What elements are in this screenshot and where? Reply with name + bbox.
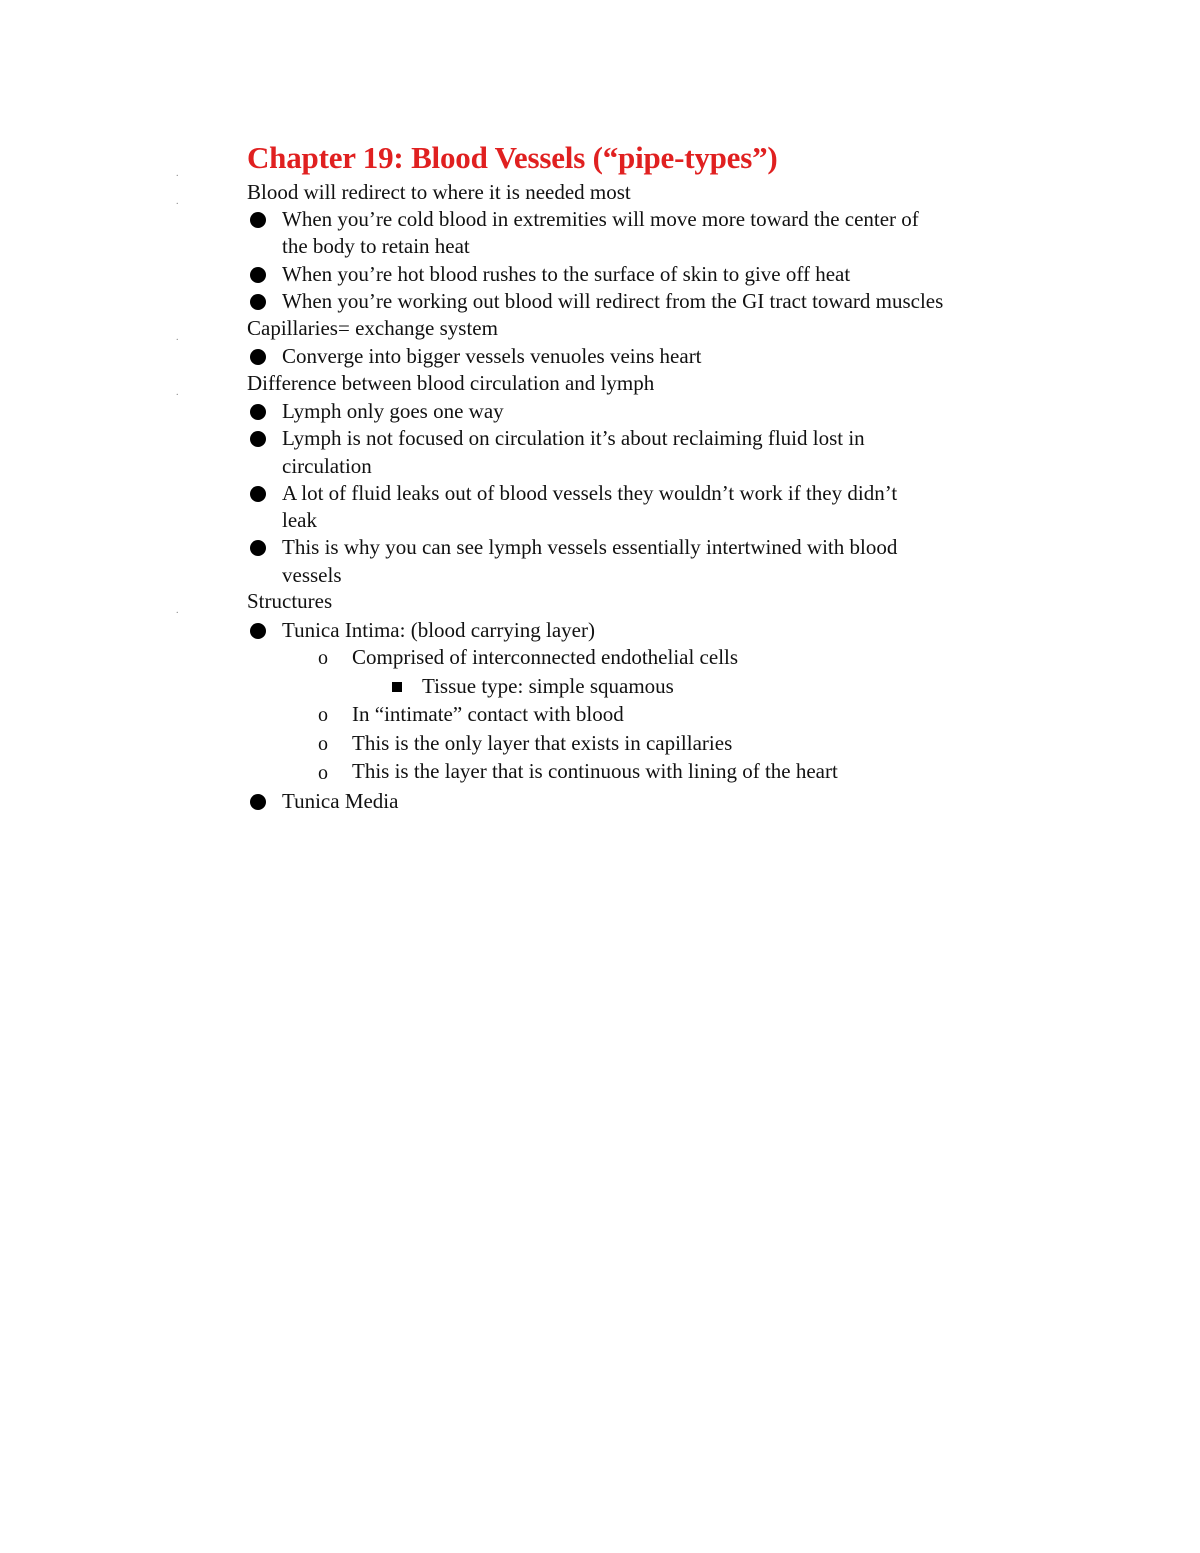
bullet-icon <box>250 431 266 447</box>
list-item: Lymph is not focused on circulation it’s about reclaiming fluid lost in <box>282 426 865 450</box>
bullet-icon <box>250 794 266 810</box>
page-title: Chapter 19: Blood Vessels (“pipe-types”) <box>247 140 778 175</box>
bullet-icon <box>250 212 266 228</box>
sub-list-item: This is the only layer that exists in capillaries <box>352 731 733 755</box>
sub-bullet-icon: o <box>318 733 328 755</box>
square-bullet-icon <box>392 682 402 692</box>
sub-list-item: In “intimate” contact with blood <box>352 702 624 726</box>
sub-bullet-icon: o <box>318 704 328 726</box>
margin-mark: . <box>176 387 179 398</box>
list-item: When you’re cold blood in extremities will move more toward the center of <box>282 207 919 231</box>
bullet-icon <box>250 540 266 556</box>
margin-mark: . <box>176 605 179 616</box>
list-item: Converge into bigger vessels venuoles veins heart <box>282 344 702 368</box>
list-item: Tunica Intima: (blood carrying layer) <box>282 618 595 642</box>
sub-sub-list-item: Tissue type: simple squamous <box>422 674 674 698</box>
bullet-icon <box>250 267 266 283</box>
bullet-icon <box>250 349 266 365</box>
bullet-icon <box>250 294 266 310</box>
list-item-continuation: the body to retain heat <box>282 234 470 258</box>
list-item-continuation: vessels <box>282 563 342 587</box>
section-heading: Capillaries= exchange system <box>247 316 498 340</box>
sub-bullet-icon: o <box>318 762 328 784</box>
sub-list-item: Comprised of interconnected endothelial cells <box>352 645 739 669</box>
list-item: This is why you can see lymph vessels essentially intertwined with blood <box>282 535 898 559</box>
margin-mark: . <box>176 168 179 179</box>
list-item: Lymph only goes one way <box>282 399 504 423</box>
list-item-continuation: circulation <box>282 454 372 478</box>
list-item: A lot of fluid leaks out of blood vessels they wouldn’t work if they didn’t <box>282 481 898 505</box>
margin-mark: . <box>176 196 179 207</box>
sub-bullet-icon: o <box>318 647 328 669</box>
section-heading: Blood will redirect to where it is needed most <box>247 180 631 204</box>
list-item: Tunica Media <box>282 789 399 813</box>
bullet-icon <box>250 404 266 420</box>
list-item: When you’re hot blood rushes to the surface of skin to give off heat <box>282 262 851 286</box>
bullet-icon <box>250 486 266 502</box>
sub-list-item: This is the layer that is continuous with lining of the heart <box>352 759 838 783</box>
list-item-continuation: leak <box>282 508 317 532</box>
list-item: When you’re working out blood will redirect from the GI tract toward muscles <box>282 289 944 313</box>
bullet-icon <box>250 623 266 639</box>
section-heading: Structures <box>247 589 333 613</box>
section-heading: Difference between blood circulation and lymph <box>247 371 655 395</box>
margin-mark: . <box>176 332 179 343</box>
